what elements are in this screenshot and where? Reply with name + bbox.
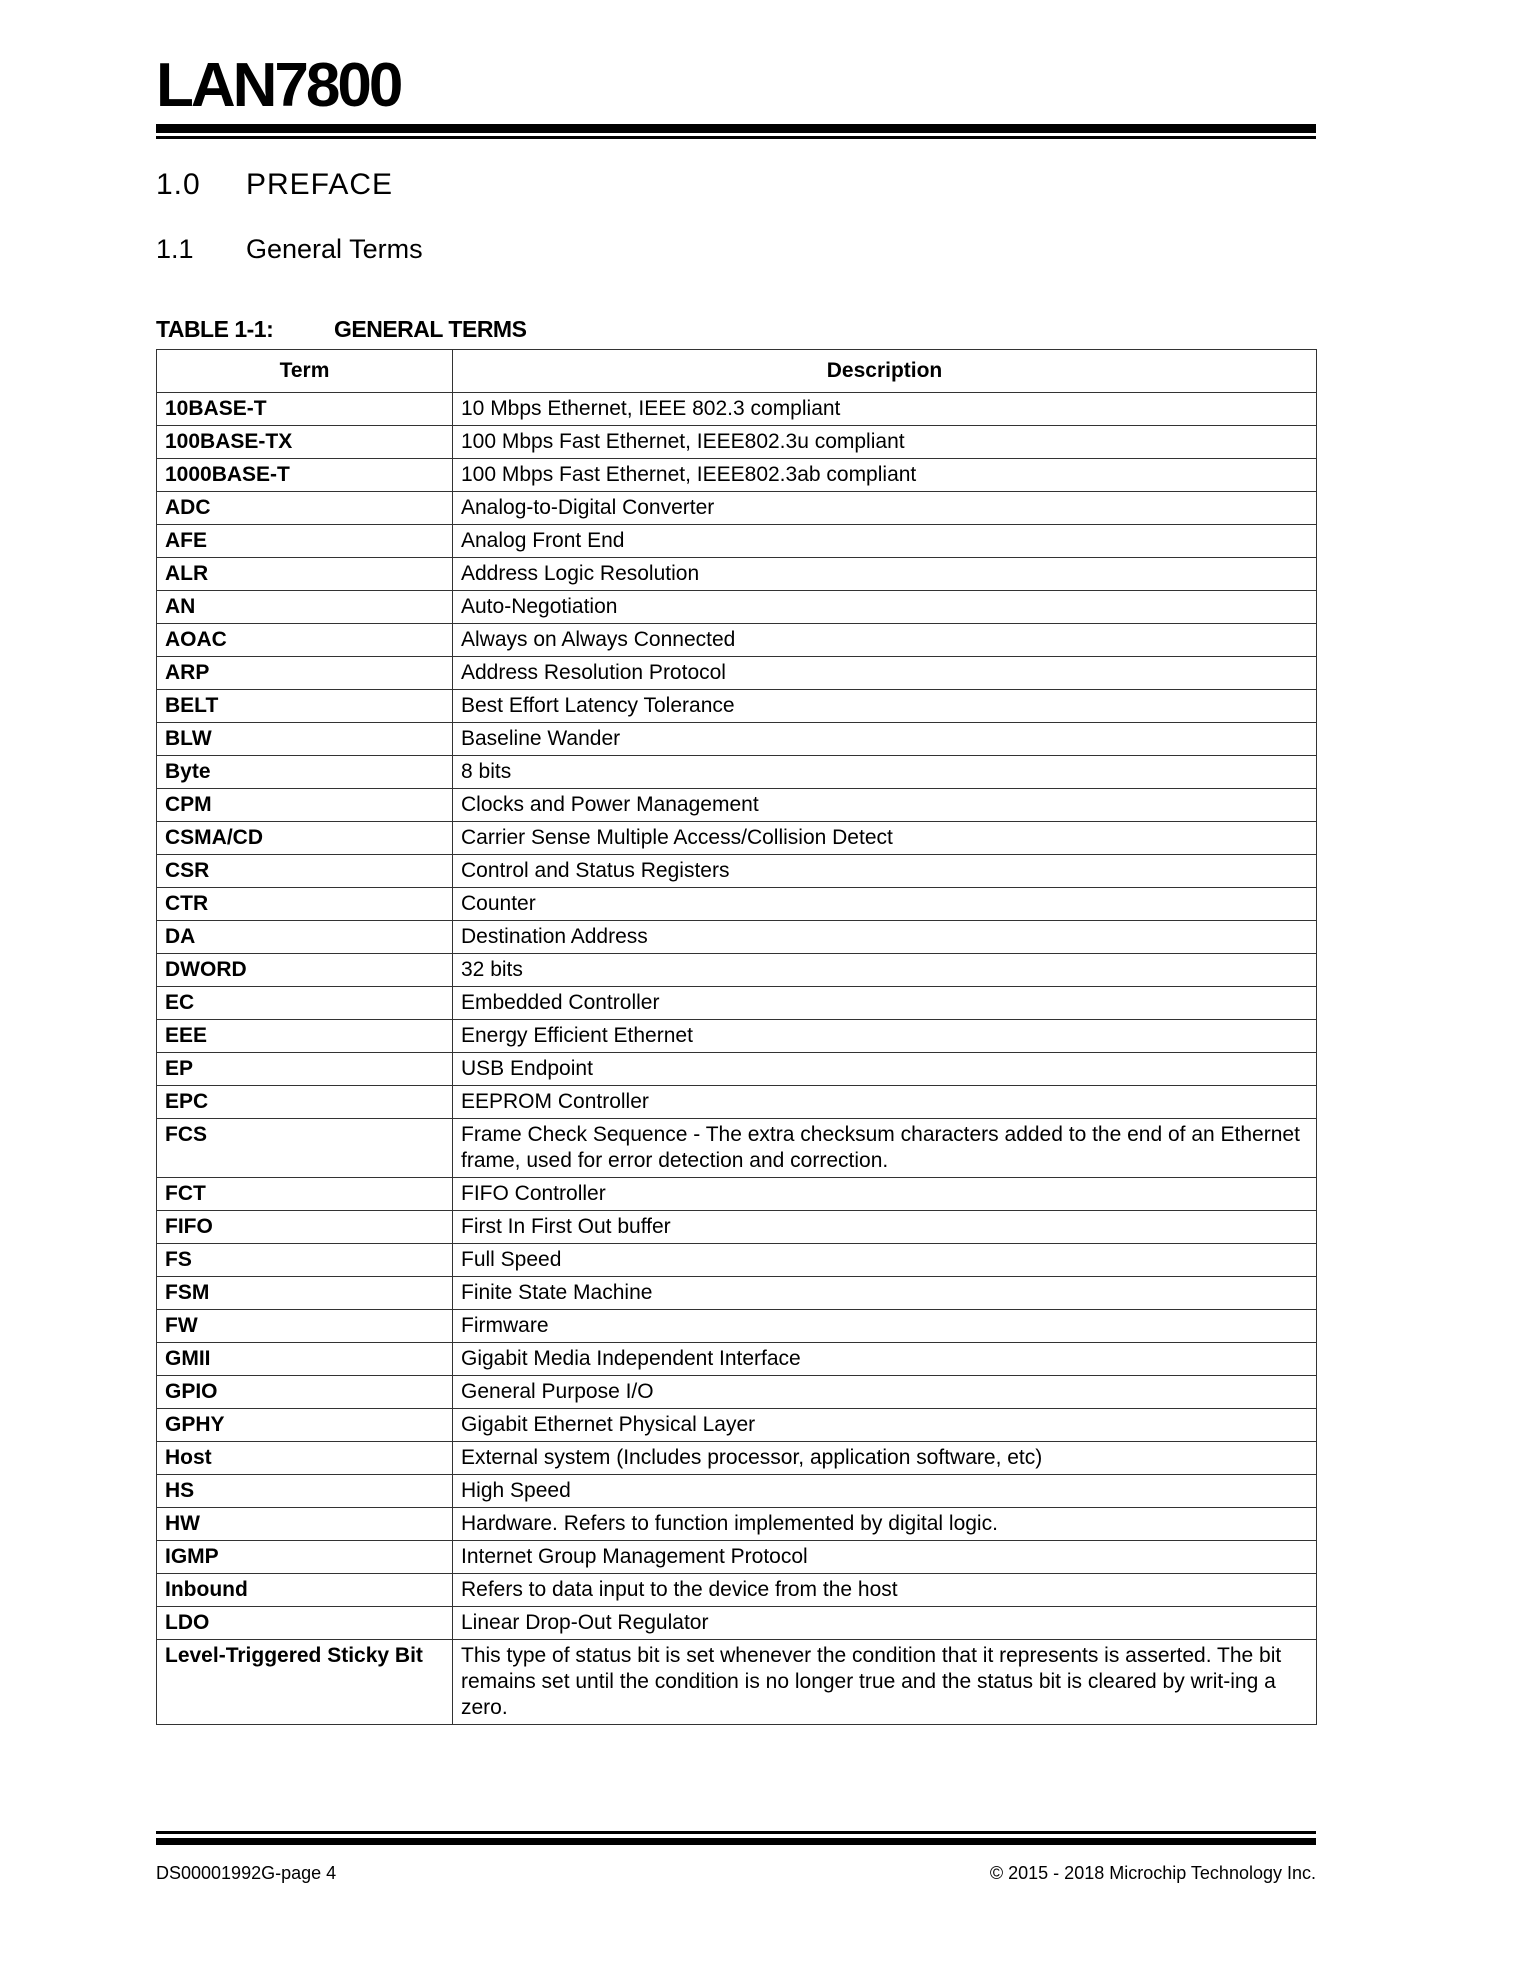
cell-term: ALR: [157, 558, 453, 591]
table-row: [157, 1640, 1317, 1725]
cell-term: Level-Triggered Sticky Bit: [157, 1640, 453, 1725]
table-caption-number: TABLE 1-1:: [156, 316, 274, 342]
cell-term: CSR: [157, 855, 453, 888]
cell-term: FIFO: [157, 1211, 453, 1244]
cell-description: Analog-to-Digital Converter: [453, 492, 1317, 525]
cell-description: Energy Efficient Ethernet: [453, 1020, 1317, 1053]
cell-term: EPC: [157, 1086, 453, 1119]
cell-term: ADC: [157, 492, 453, 525]
cell-description: Refers to data input to the device from the host: [453, 1574, 1317, 1607]
cell-description: Address Resolution Protocol: [453, 657, 1317, 690]
footer-rule: [156, 1838, 1316, 1845]
table-caption: [156, 316, 526, 343]
cell-description: 32 bits: [453, 954, 1317, 987]
cell-description: Carrier Sense Multiple Access/Collision Detect: [453, 822, 1317, 855]
cell-description: Auto-Negotiation: [453, 591, 1317, 624]
table-row: [157, 1475, 1317, 1508]
table-row: [157, 756, 1317, 789]
cell-description: Best Effort Latency Tolerance: [453, 690, 1317, 723]
table-row: [157, 426, 1317, 459]
table-row: [157, 888, 1317, 921]
table-row: [157, 459, 1317, 492]
table-row: [157, 1086, 1317, 1119]
cell-term: DWORD: [157, 954, 453, 987]
subsection-title: General Terms: [246, 234, 423, 264]
cell-term: EEE: [157, 1020, 453, 1053]
cell-term: 10BASE-T: [157, 393, 453, 426]
section-number: 1.0: [156, 168, 201, 201]
cell-term: DA: [157, 921, 453, 954]
cell-term: Byte: [157, 756, 453, 789]
cell-term: FSM: [157, 1277, 453, 1310]
cell-term: BLW: [157, 723, 453, 756]
table-caption-title: GENERAL TERMS: [334, 316, 527, 342]
table-row: [157, 657, 1317, 690]
cell-term: HS: [157, 1475, 453, 1508]
header-rule: [156, 124, 1316, 133]
cell-description: Baseline Wander: [453, 723, 1317, 756]
table-row: [157, 1574, 1317, 1607]
cell-description: Hardware. Refers to function implemented by digital logic.: [453, 1508, 1317, 1541]
table-row: [157, 492, 1317, 525]
cell-description: Gigabit Media Independent Interface: [453, 1343, 1317, 1376]
cell-description: Finite State Machine: [453, 1277, 1317, 1310]
table-row: [157, 1178, 1317, 1211]
cell-description: 100 Mbps Fast Ethernet, IEEE802.3ab compliant: [453, 459, 1317, 492]
cell-description: Full Speed: [453, 1244, 1317, 1277]
cell-description: EEPROM Controller: [453, 1086, 1317, 1119]
cell-term: ARP: [157, 657, 453, 690]
subsection-heading: [156, 234, 423, 265]
table-row: [157, 393, 1317, 426]
cell-description: Clocks and Power Management: [453, 789, 1317, 822]
cell-term: IGMP: [157, 1541, 453, 1574]
table-row: [157, 591, 1317, 624]
cell-term: AOAC: [157, 624, 453, 657]
table-row: [157, 624, 1317, 657]
cell-description: USB Endpoint: [453, 1053, 1317, 1086]
cell-term: 100BASE-TX: [157, 426, 453, 459]
cell-term: EC: [157, 987, 453, 1020]
cell-term: FCT: [157, 1178, 453, 1211]
cell-description: High Speed: [453, 1475, 1317, 1508]
cell-description: This type of status bit is set whenever the condition that it represents is asserted. The bit remains set until the condition is no longer true and the status bit is cleared by writ-ing a zero.: [453, 1640, 1317, 1725]
cell-term: CSMA/CD: [157, 822, 453, 855]
cell-term: LDO: [157, 1607, 453, 1640]
table-row: [157, 1409, 1317, 1442]
cell-term: FCS: [157, 1119, 453, 1178]
cell-term: CPM: [157, 789, 453, 822]
table-row: [157, 1442, 1317, 1475]
section-heading: [156, 168, 393, 202]
column-header-description: Description: [453, 350, 1317, 393]
cell-description: Gigabit Ethernet Physical Layer: [453, 1409, 1317, 1442]
cell-term: EP: [157, 1053, 453, 1086]
cell-description: Linear Drop-Out Regulator: [453, 1607, 1317, 1640]
table-row: [157, 822, 1317, 855]
table-row: [157, 723, 1317, 756]
table-row: [157, 1020, 1317, 1053]
footer-rule-thin: [156, 1831, 1316, 1834]
table-row: [157, 690, 1317, 723]
table-row: [157, 1376, 1317, 1409]
cell-term: FS: [157, 1244, 453, 1277]
cell-term: GPHY: [157, 1409, 453, 1442]
cell-description: Frame Check Sequence - The extra checksum characters added to the end of an Ethernet frame, used for error detection and correction.: [453, 1119, 1317, 1178]
cell-description: Firmware: [453, 1310, 1317, 1343]
general-terms-table: [156, 349, 1317, 1725]
cell-term: Host: [157, 1442, 453, 1475]
table-row: [157, 855, 1317, 888]
table-row: [157, 1310, 1317, 1343]
cell-description: 10 Mbps Ethernet, IEEE 802.3 compliant: [453, 393, 1317, 426]
cell-description: 100 Mbps Fast Ethernet, IEEE802.3u compliant: [453, 426, 1317, 459]
cell-description: Always on Always Connected: [453, 624, 1317, 657]
cell-term: 1000BASE-T: [157, 459, 453, 492]
table-row: [157, 1607, 1317, 1640]
table-row: [157, 1508, 1317, 1541]
table-row: [157, 954, 1317, 987]
cell-description: First In First Out buffer: [453, 1211, 1317, 1244]
cell-term: GPIO: [157, 1376, 453, 1409]
cell-description: Destination Address: [453, 921, 1317, 954]
cell-description: External system (Includes processor, application software, etc): [453, 1442, 1317, 1475]
cell-term: HW: [157, 1508, 453, 1541]
cell-term: AFE: [157, 525, 453, 558]
cell-description: General Purpose I/O: [453, 1376, 1317, 1409]
cell-description: Address Logic Resolution: [453, 558, 1317, 591]
cell-description: Internet Group Management Protocol: [453, 1541, 1317, 1574]
cell-term: BELT: [157, 690, 453, 723]
table-row: [157, 1541, 1317, 1574]
cell-term: GMII: [157, 1343, 453, 1376]
cell-description: FIFO Controller: [453, 1178, 1317, 1211]
table-row: [157, 558, 1317, 591]
table-row: [157, 1343, 1317, 1376]
column-header-term: Term: [157, 350, 453, 393]
table-row: [157, 921, 1317, 954]
document-title: LAN7800: [156, 51, 401, 120]
cell-term: AN: [157, 591, 453, 624]
table-row: [157, 987, 1317, 1020]
table-row: [157, 1244, 1317, 1277]
cell-description: Counter: [453, 888, 1317, 921]
table-row: [157, 525, 1317, 558]
cell-term: Inbound: [157, 1574, 453, 1607]
cell-description: Control and Status Registers: [453, 855, 1317, 888]
cell-term: FW: [157, 1310, 453, 1343]
subsection-number: 1.1: [156, 234, 194, 264]
table-row: [157, 1053, 1317, 1086]
header-rule-thin: [156, 136, 1316, 139]
table-row: [157, 1119, 1317, 1178]
cell-description: Analog Front End: [453, 525, 1317, 558]
footer-copyright: © 2015 - 2018 Microchip Technology Inc.: [989, 1863, 1316, 1883]
section-title: PREFACE: [246, 168, 394, 201]
cell-description: Embedded Controller: [453, 987, 1317, 1020]
table-row: [157, 789, 1317, 822]
table-row: [157, 1277, 1317, 1310]
footer-doc-id: DS00001992G-page 4: [156, 1863, 337, 1883]
table-row: [157, 1211, 1317, 1244]
cell-description: 8 bits: [453, 756, 1317, 789]
cell-term: CTR: [157, 888, 453, 921]
